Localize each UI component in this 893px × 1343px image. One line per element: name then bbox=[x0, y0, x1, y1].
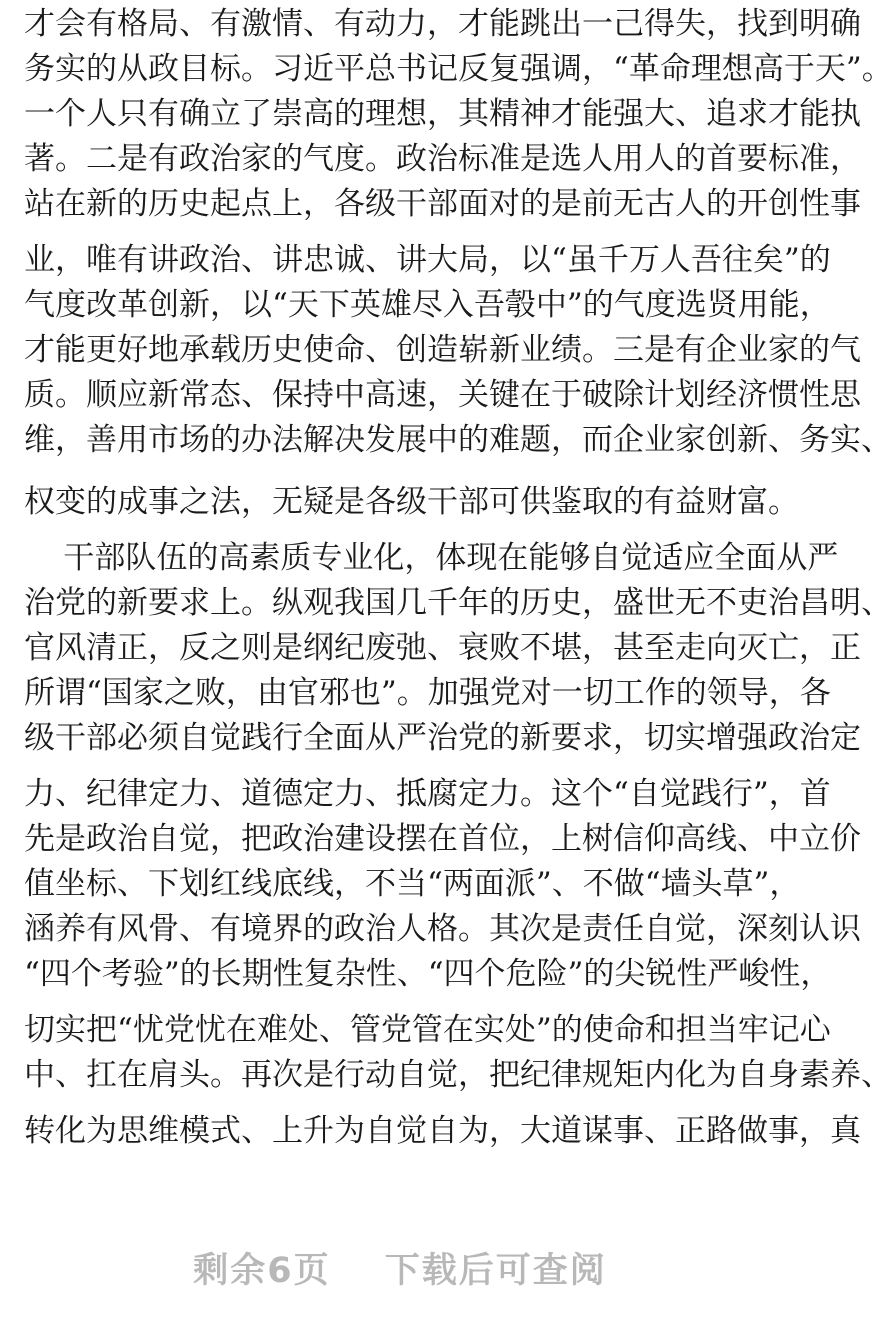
text-line: 值坐标、下划红线底线，不当“两面派”、不做“墙头草”， bbox=[24, 866, 801, 902]
text-line: 中、扛在肩头。再次是行动自觉，把纪律规矩内化为自身素养、 bbox=[24, 1057, 892, 1093]
text-line: 转化为思维模式、上升为自觉自为，大道谋事、正路做事，真 bbox=[24, 1113, 861, 1149]
text-line: “四个考验”的长期性复杂性、“四个危险”的尖锐性严峻性， bbox=[24, 956, 832, 992]
text-line: 才会有格局、有激情、有动力，才能跳出一己得失，找到明确 bbox=[24, 6, 861, 42]
text-line: 务实的从政目标。习近平总书记反复强调，“革命理想高于天”。 bbox=[24, 51, 893, 87]
text-line: 著。二是有政治家的气度。政治标准是选人用人的首要标准， bbox=[24, 141, 861, 177]
text-line: 权变的成事之法，无疑是各级干部可供鉴取的有益财富。 bbox=[24, 484, 799, 520]
text-line: 质。顺应新常态、保持中高速，关键在于破除计划经济惯性思 bbox=[24, 377, 861, 413]
text-line: 涵养有风骨、有境界的政治人格。其次是责任自觉，深刻认识 bbox=[24, 911, 861, 947]
text-line: 一个人只有确立了崇高的理想，其精神才能强大、追求才能执 bbox=[24, 96, 861, 132]
text-line: 维，善用市场的办法解决发展中的难题，而企业家创新、务实、 bbox=[24, 422, 892, 458]
text-line: 切实把“忧党忧在难处、管党管在实处”的使命和担当牢记心 bbox=[24, 1012, 831, 1048]
text-line: 治党的新要求上。纵观我国几千年的历史，盛世无不吏治昌明、 bbox=[24, 585, 892, 621]
text-line: 才能更好地承载历史使命、创造崭新业绩。三是有企业家的气 bbox=[24, 332, 861, 368]
text-line: 气度改革创新，以“天下英雄尽入吾彀中”的气度选贤用能， bbox=[24, 287, 831, 323]
download-banner[interactable] bbox=[0, 1243, 800, 1293]
download-prompt-label: 下载后可查阅 bbox=[384, 1251, 607, 1291]
text-line: 所谓“国家之败，由官邪也”。加强党对一切工作的领导，各 bbox=[24, 675, 831, 711]
text-line: 级干部必须自觉践行全面从严治党的新要求，切实增强政治定 bbox=[24, 720, 861, 756]
text-line: 力、纪律定力、道德定力、抵腐定力。这个“自觉践行”，首 bbox=[24, 776, 831, 812]
text-line: 官风清正，反之则是纲纪废弛、衰败不堪，甚至走向灭亡，正 bbox=[24, 630, 861, 666]
remaining-pages-label: 剩余6页 bbox=[193, 1251, 331, 1291]
text-line: 业，唯有讲政治、讲忠诚、讲大局，以“虽千万人吾往矣”的 bbox=[24, 242, 831, 278]
paragraph-first-line: 干部队伍的高素质专业化，体现在能够自觉适应全面从严 bbox=[24, 540, 839, 576]
text-line: 先是政治自觉，把政治建设摆在首位，上树信仰高线、中立价 bbox=[24, 821, 861, 857]
text-line: 站在新的历史起点上，各级干部面对的是前无古人的开创性事 bbox=[24, 186, 861, 222]
